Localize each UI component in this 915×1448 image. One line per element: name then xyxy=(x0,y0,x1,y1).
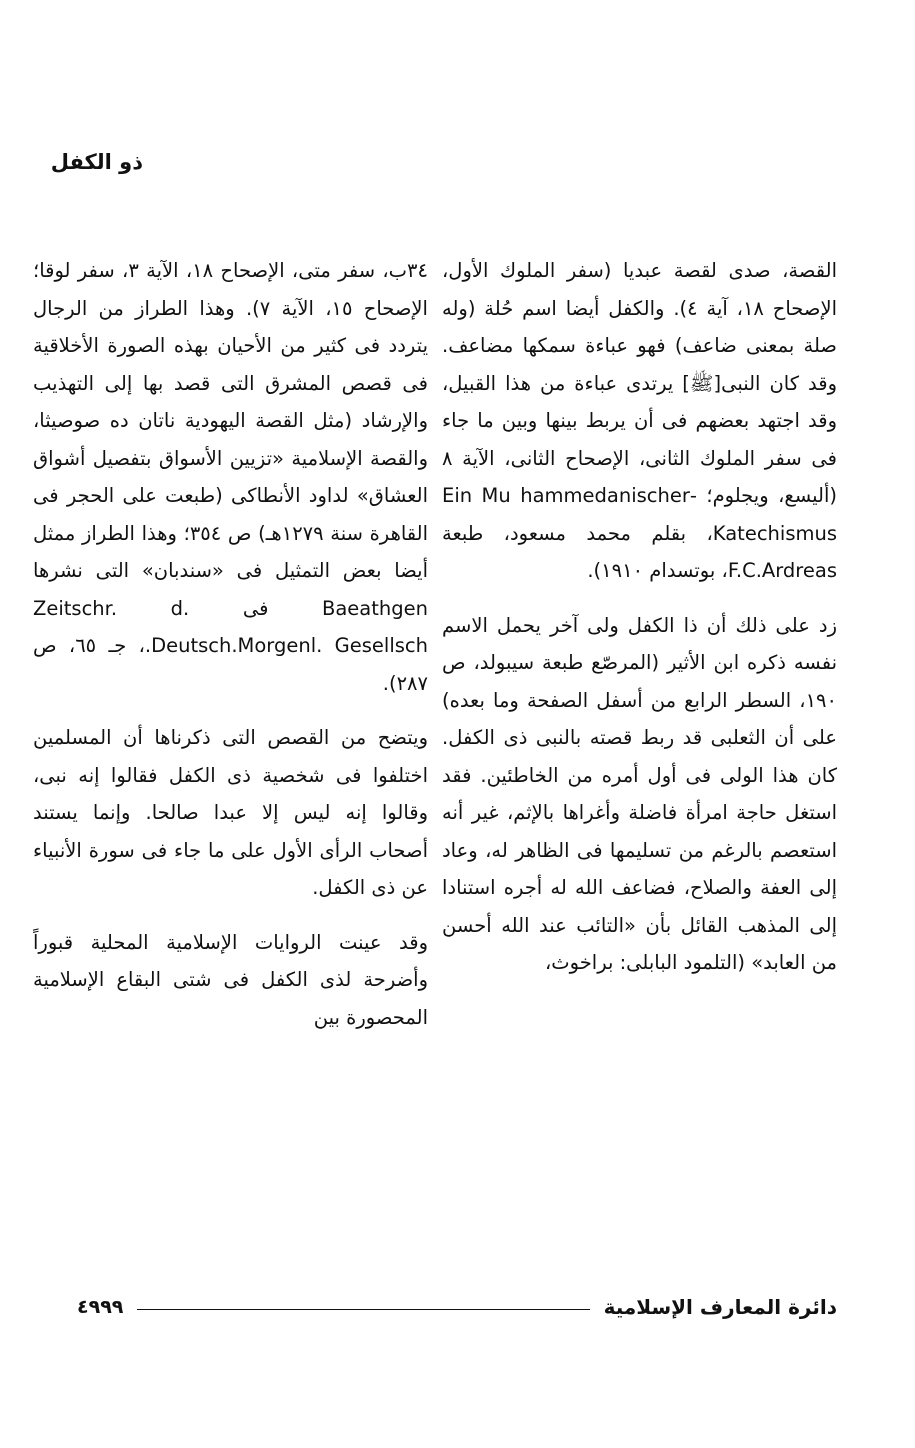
left-column xyxy=(33,252,428,1036)
footer-publication-title: دائرة المعارف الإسلامية xyxy=(603,1295,837,1319)
right-paragraph-1: القصة، صدى لقصة عبديا (سفر الملوك الأول، الإصحاح ١٨، آية ٤). والكفل أيضا اسم حُلة (وله صلة بمعنى ضاعف) فهو عباءة سمكها مضاعف. وقد كان النبى[ﷺ] يرتدى عباءة من هذا القبيل، وقد اجتهد بعضهم فى أن يربط بينها وبين ما جاء فى سفر الملوك الثانى، الإصحاح الثانى، الآية ٨ (أليسع، ويجلوم؛ -Ein Mu hammedanischer Katechismus، بقلم محمد مسعود، طبعة F.C.Ardreas، بوتسدام ١٩١٠). xyxy=(442,259,837,582)
running-header-title: ذو الكفل xyxy=(50,150,143,174)
left-paragraph-1: ٣٤ب، سفر متى، الإصحاح ١٨، الآية ٣، سفر لوقا؛ الإصحاح ١٥، الآية ٧). وهذا الطراز من الرجال يتردد فى كثير من الأحيان بهذه الصورة الأخلاقية فى قصص المشرق التى قصد بها إلى التهذيب والإرشاد (مثل القصة اليهودية ناتان ده صوصيثا، والقصة الإسلامية «تزيين الأسواق بتفصيل أشواق العشاق» لداود الأنطاكى (طبعت على الحجر فى القاهرة سنة ١٢٧٩هـ) ص ٣٥٤؛ وهذا الطراز ممثل أيضا بعض التمثيل فى «سندبان» التى نشرها Baeathgen فى Zeitschr. d. Deutsch.Morgenl. Gesellsch.، جـ ٦٥، ص ٢٨٧). xyxy=(33,259,429,695)
page-footer xyxy=(77,1290,837,1324)
footer-divider-line xyxy=(137,1309,589,1310)
right-column xyxy=(442,252,837,982)
footer-page-number: ٤٩٩٩ xyxy=(77,1296,124,1318)
left-paragraph-2: ويتضح من القصص التى ذكرناها أن المسلمين اختلفوا فى شخصية ذى الكفل فقالوا إنه نبى، وقالوا إنه ليس إلا عبدا صالحا. وإنما يستند أصحاب الرأى الأول على ما جاء فى سورة الأنبياء عن ذى الكفل. xyxy=(33,726,428,899)
right-paragraph-2: زد على ذلك أن ذا الكفل ولى آخر يحمل الاسم نفسه ذكره ابن الأثير (المرصّع طبعة سيبولد، ص ١٩٠، السطر الرابع من أسفل الصفحة وما بعده) على أن الثعلبى قد ربط قصته بالنبى ذى الكفل. كان هذا الولى فى أول أمره من الخاطئين. فقد استغل حاجة امرأة فاضلة وأغراها بالإثم، غير أنه استعصم بالرغم من تسليمها فى الظاهر له، وعاد إلى العفة والصلاح، فضاعف الله له أجره استنادا إلى المذهب القائل بأن «التائب عند الله أحسن من العابد» (التلمود البابلى: براخوث، xyxy=(442,613,837,974)
left-paragraph-3: وقد عينت الروايات الإسلامية المحلية قبوراً وأضرحة لذى الكفل فى شتى البقاع الإسلامية المحصورة بين xyxy=(33,930,428,1029)
